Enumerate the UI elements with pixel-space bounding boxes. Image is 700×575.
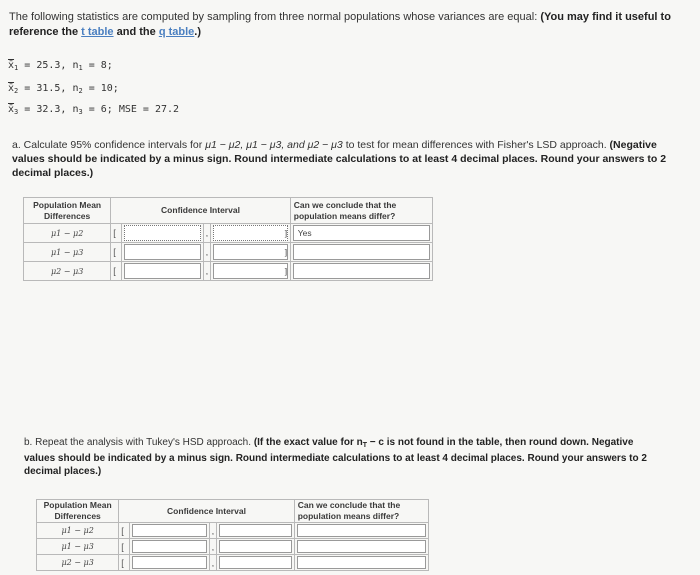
- stats-line-2: $x̄_2 = 31.5$, $n_2 = 10$;: [8, 83, 119, 95]
- row-label: μ2 − μ3: [37, 555, 119, 571]
- header-pop-mean-diff: Population Mean Differences: [37, 500, 119, 523]
- conclude-select[interactable]: ] Yes: [293, 225, 430, 241]
- ci-lower-input[interactable]: [132, 540, 207, 553]
- row-label: μ1 − μ2: [24, 224, 111, 243]
- header-confidence-interval: Confidence Interval: [111, 198, 291, 224]
- row-label: μ1 − μ2: [37, 523, 119, 539]
- ci-lower-input[interactable]: [124, 263, 201, 279]
- header-conclude: Can we conclude that the population means differ?: [290, 198, 432, 224]
- table-row: μ1 − μ3 [ ,: [37, 539, 429, 555]
- table-row: μ1 − μ2 [ , ] Yes: [24, 224, 433, 243]
- part-a-instructions: a. Calculate 95% confidence intervals for μ1 − μ2, μ1 − μ3, and μ2 − μ3 to test for mean differences with Fisher's LSD approach. (Negative values should be indicated by a minus sign. Round intermediate calculations to at least 4 decimal places. Round your answers to 2 decimal places.): [12, 139, 667, 179]
- header-pop-mean-diff: Population Mean Differences: [24, 198, 111, 224]
- stats-line-1: $x̄_1 = 25.3$, $n_1 = 8$;: [8, 60, 113, 72]
- conclude-select[interactable]: [297, 540, 426, 553]
- ci-upper-input[interactable]: [213, 225, 288, 241]
- table-row: μ2 − μ3 [ ,: [37, 555, 429, 571]
- table-b: [36, 499, 429, 571]
- ci-upper-input[interactable]: [219, 556, 292, 569]
- ci-upper-input[interactable]: [219, 540, 292, 553]
- conclude-select[interactable]: ]: [293, 263, 430, 279]
- conclude-select[interactable]: [297, 556, 426, 569]
- row-label: μ1 − μ3: [37, 539, 119, 555]
- conclude-select[interactable]: [297, 524, 426, 537]
- ci-upper-input[interactable]: [213, 263, 288, 279]
- intro-text: The following statistics are computed by sampling from three normal populations whose variances are equal: (You may find it useful to reference the t table and the q table.): [9, 11, 671, 38]
- header-conclude: Can we conclude that the population means differ?: [294, 500, 428, 523]
- table-row: μ2 − μ3 [ , ]: [24, 262, 433, 281]
- ci-upper-input[interactable]: [219, 524, 292, 537]
- ci-lower-input[interactable]: [124, 244, 201, 260]
- stats-line-3: $x̄_3 = 32.3$, $n_3 = 6$; MSE = 27.2: [8, 104, 180, 116]
- q-table-link[interactable]: q table: [158, 26, 195, 38]
- row-label: μ2 − μ3: [24, 262, 111, 281]
- table-row: μ1 − μ2 [ ,: [37, 523, 429, 539]
- conclude-select[interactable]: ]: [293, 244, 430, 260]
- row-label: μ1 − μ3: [24, 243, 111, 262]
- header-confidence-interval: Confidence Interval: [119, 500, 294, 523]
- ci-lower-input[interactable]: [132, 556, 207, 569]
- ci-lower-input[interactable]: [124, 225, 201, 241]
- t-table-link[interactable]: t table: [81, 26, 114, 38]
- ci-lower-input[interactable]: [132, 524, 207, 537]
- part-b-instructions: b. Repeat the analysis with Tukey's HSD approach. (If the exact value for $n_T - c$ is not found in the table, then round down. Negative values should be indicated by a minus sign. Round intermediate calculations to at least 4 decimal places. Round your answers to 2 decimal places.): [24, 437, 647, 477]
- ci-upper-input[interactable]: [213, 244, 288, 260]
- table-row: μ1 − μ3 [ , ]: [24, 243, 433, 262]
- table-a: [23, 197, 433, 281]
